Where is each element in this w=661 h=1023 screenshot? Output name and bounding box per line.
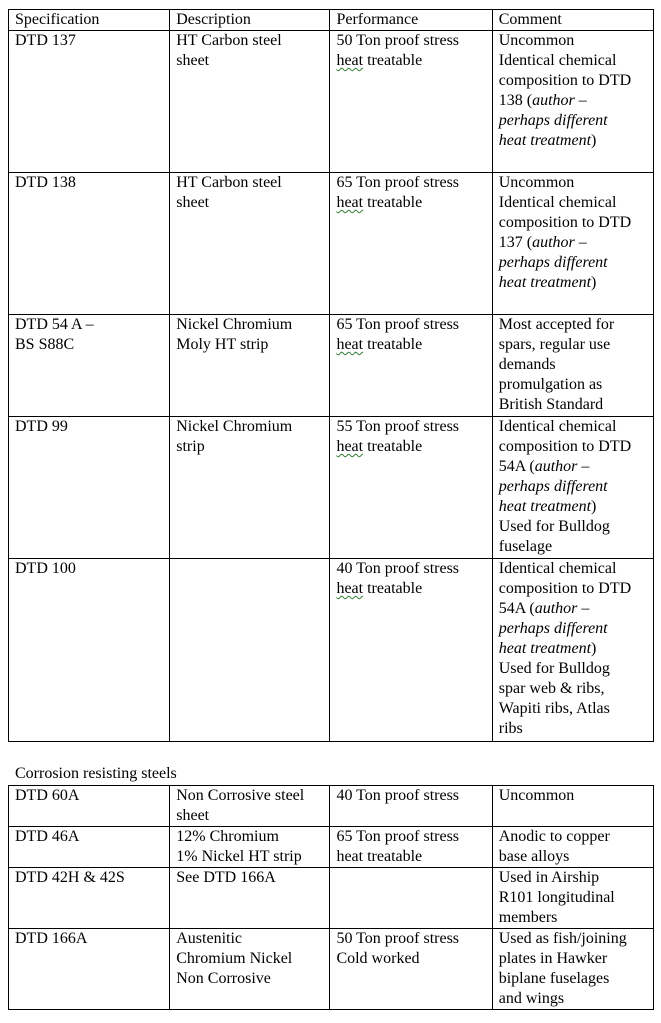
spec-text: DTD 42H & 42S (15, 869, 125, 886)
comment-text: plates in Hawker (498, 950, 608, 967)
comment-text: Used for Bulldog (498, 660, 610, 677)
comment-cell (492, 173, 653, 315)
performance-text: heat treatable (336, 848, 423, 865)
table-row (9, 929, 654, 1010)
description-cell (170, 868, 330, 929)
performance-text: Cold worked (336, 950, 420, 967)
comment-text-part: ) (591, 640, 597, 657)
comment-italic: heat treatment (498, 132, 592, 149)
comment-text: ribs (498, 720, 523, 737)
performance-text: 40 Ton proof stress (336, 560, 460, 577)
comment-text: Used in Airship (498, 869, 600, 886)
description-cell (170, 786, 330, 827)
spec-cell (9, 417, 170, 559)
comment-text: fuselage (498, 538, 553, 555)
comment-text-part: 138 ( (498, 92, 533, 109)
header-comment: Comment (492, 10, 653, 31)
description-text: Non Corrosive (176, 970, 271, 987)
comment-text-part: ) (591, 132, 597, 149)
description-cell (170, 559, 330, 742)
comment-text-part: ) (591, 498, 597, 515)
spec-text: DTD 54 A – (15, 316, 94, 333)
comment-text (499, 599, 653, 619)
description-cell (170, 315, 330, 417)
comment-cell (492, 559, 653, 742)
performance-text: 40 Ton proof stress (336, 787, 460, 804)
comment-text: composition to DTD (498, 580, 632, 597)
comment-text (499, 233, 653, 253)
comment-text: Uncommon (498, 32, 575, 49)
table-header-row (9, 10, 654, 31)
comment-text: biplane fuselages (498, 970, 610, 987)
description-text: Nickel Chromium (176, 418, 293, 435)
comment-italic: author – (534, 600, 590, 617)
comment-text: British Standard (498, 396, 604, 413)
comment-text: Identical chemical (498, 560, 617, 577)
comment-text: Most accepted for (498, 316, 615, 333)
performance-cell (330, 929, 492, 1010)
spec-text: DTD 166A (15, 930, 88, 947)
spec-cell (9, 173, 170, 315)
comment-text: Uncommon (498, 174, 575, 191)
section-title: Corrosion resisting steels (15, 765, 177, 782)
spec-cell (9, 868, 170, 929)
description-text: HT Carbon steel (176, 174, 282, 191)
comment-text: Anodic to copper (498, 828, 610, 845)
comment-text: Identical chemical (498, 52, 617, 69)
performance-cell (330, 315, 492, 417)
performance-text-tail: treatable (367, 52, 423, 69)
performance-cell (330, 31, 492, 173)
performance-cell (330, 173, 492, 315)
performance-cell (330, 868, 492, 929)
table-row (9, 827, 654, 868)
performance-cell (330, 559, 492, 742)
comment-text: Used as fish/joining (498, 930, 627, 947)
table-row (9, 786, 654, 827)
description-cell (170, 827, 330, 868)
description-text: Moly HT strip (176, 336, 269, 353)
comment-text: Used for Bulldog (498, 518, 610, 535)
comment-text: promulgation as (498, 376, 603, 393)
corrosion-table (8, 785, 654, 1010)
description-text: Chromium Nickel (176, 950, 293, 967)
performance-text-tail: treatable (367, 580, 423, 597)
comment-text: spars, regular use (498, 336, 611, 353)
performance-text-tail: treatable (367, 194, 423, 211)
comment-text: spar web & ribs, (498, 680, 605, 697)
description-cell (170, 31, 330, 173)
comment-text: and wings (498, 990, 565, 1007)
table-row (9, 559, 654, 742)
performance-text-tail: treatable (367, 438, 423, 455)
comment-italic: author – (534, 458, 590, 475)
performance-text: 55 Ton proof stress (336, 418, 460, 435)
header-specification: Specification (9, 10, 170, 31)
performance-text (336, 193, 491, 213)
comment-text-part: 54A ( (498, 600, 535, 617)
spellcheck-word: heat (336, 194, 364, 211)
description-text: 12% Chromium (176, 828, 279, 845)
comment-text: Uncommon (498, 787, 575, 804)
performance-text: 65 Ton proof stress (336, 174, 460, 191)
comment-italic: perhaps different (498, 254, 608, 271)
header-performance: Performance (330, 10, 492, 31)
performance-text: 65 Ton proof stress (336, 316, 460, 333)
spec-text: BS S88C (15, 336, 75, 353)
comment-italic: author – (532, 92, 587, 109)
spec-cell (9, 827, 170, 868)
comment-text-part: 137 ( (498, 234, 533, 251)
performance-text (336, 579, 491, 599)
comment-italic: heat treatment (498, 640, 592, 657)
performance-text (336, 51, 491, 71)
performance-text (336, 335, 491, 355)
table-row (9, 173, 654, 315)
description-text: Nickel Chromium (176, 316, 293, 333)
description-text: sheet (176, 807, 210, 824)
description-text: Non Corrosive steel (176, 787, 305, 804)
spec-cell (9, 31, 170, 173)
performance-text-tail: treatable (367, 336, 423, 353)
comment-italic: perhaps different (498, 112, 608, 129)
performance-text: 50 Ton proof stress (336, 32, 460, 49)
header-description: Description (170, 10, 330, 31)
comment-cell (492, 315, 653, 417)
comment-cell (492, 786, 653, 827)
comment-text: members (498, 909, 558, 926)
comment-cell (492, 827, 653, 868)
comment-text: base alloys (498, 848, 570, 865)
description-cell (170, 173, 330, 315)
comment-text (499, 273, 653, 293)
spellcheck-word: heat (336, 580, 364, 597)
performance-cell (330, 417, 492, 559)
comment-text-part: ) (591, 274, 597, 291)
spec-cell (9, 786, 170, 827)
comment-italic: heat treatment (498, 498, 592, 515)
comment-text: composition to DTD (498, 438, 632, 455)
description-text: See DTD 166A (176, 869, 276, 886)
specification-table (8, 9, 654, 742)
comment-cell (492, 929, 653, 1010)
spellcheck-word: heat (336, 52, 364, 69)
performance-text: 50 Ton proof stress (336, 930, 460, 947)
table-row (9, 31, 654, 173)
comment-italic: author – (532, 234, 587, 251)
comment-text: R101 longitudinal (498, 889, 615, 906)
comment-text (499, 639, 653, 659)
comment-text: Wapiti ribs, Atlas (498, 700, 610, 717)
description-text: HT Carbon steel (176, 32, 282, 49)
spec-cell (9, 315, 170, 417)
spec-text: DTD 60A (15, 787, 80, 804)
comment-cell (492, 868, 653, 929)
comment-cell (492, 417, 653, 559)
comment-italic: perhaps different (498, 478, 608, 495)
table-row (9, 868, 654, 929)
description-text: strip (176, 438, 205, 455)
spec-cell (9, 929, 170, 1010)
spec-cell (9, 559, 170, 742)
comment-italic: perhaps different (498, 620, 608, 637)
description-text: 1% Nickel HT strip (176, 848, 302, 865)
comment-text: composition to DTD (498, 214, 632, 231)
description-text: sheet (176, 194, 210, 211)
spellcheck-word: heat (336, 336, 364, 353)
performance-cell (330, 827, 492, 868)
description-cell (170, 417, 330, 559)
spec-text: DTD 99 (15, 418, 68, 435)
performance-text: 65 Ton proof stress (336, 828, 460, 845)
performance-text (336, 437, 491, 457)
comment-text: Identical chemical (498, 194, 617, 211)
comment-text (499, 131, 653, 151)
table-row (9, 315, 654, 417)
spec-text: DTD 46A (15, 828, 80, 845)
comment-text: Identical chemical (498, 418, 617, 435)
description-text: sheet (176, 52, 210, 69)
comment-text (499, 457, 653, 477)
comment-text-part: 54A ( (498, 458, 535, 475)
spellcheck-word: heat (336, 438, 364, 455)
description-cell (170, 929, 330, 1010)
comment-text: composition to DTD (498, 72, 632, 89)
table-row (9, 417, 654, 559)
comment-italic: heat treatment (498, 274, 592, 291)
spec-text: DTD 137 (15, 32, 76, 49)
description-text: Austenitic (176, 930, 243, 947)
comment-cell (492, 31, 653, 173)
performance-cell (330, 786, 492, 827)
comment-text (499, 497, 653, 517)
comment-text: demands (498, 356, 556, 373)
spec-text: DTD 100 (15, 560, 76, 577)
spec-text: DTD 138 (15, 174, 76, 191)
comment-text (499, 91, 653, 111)
